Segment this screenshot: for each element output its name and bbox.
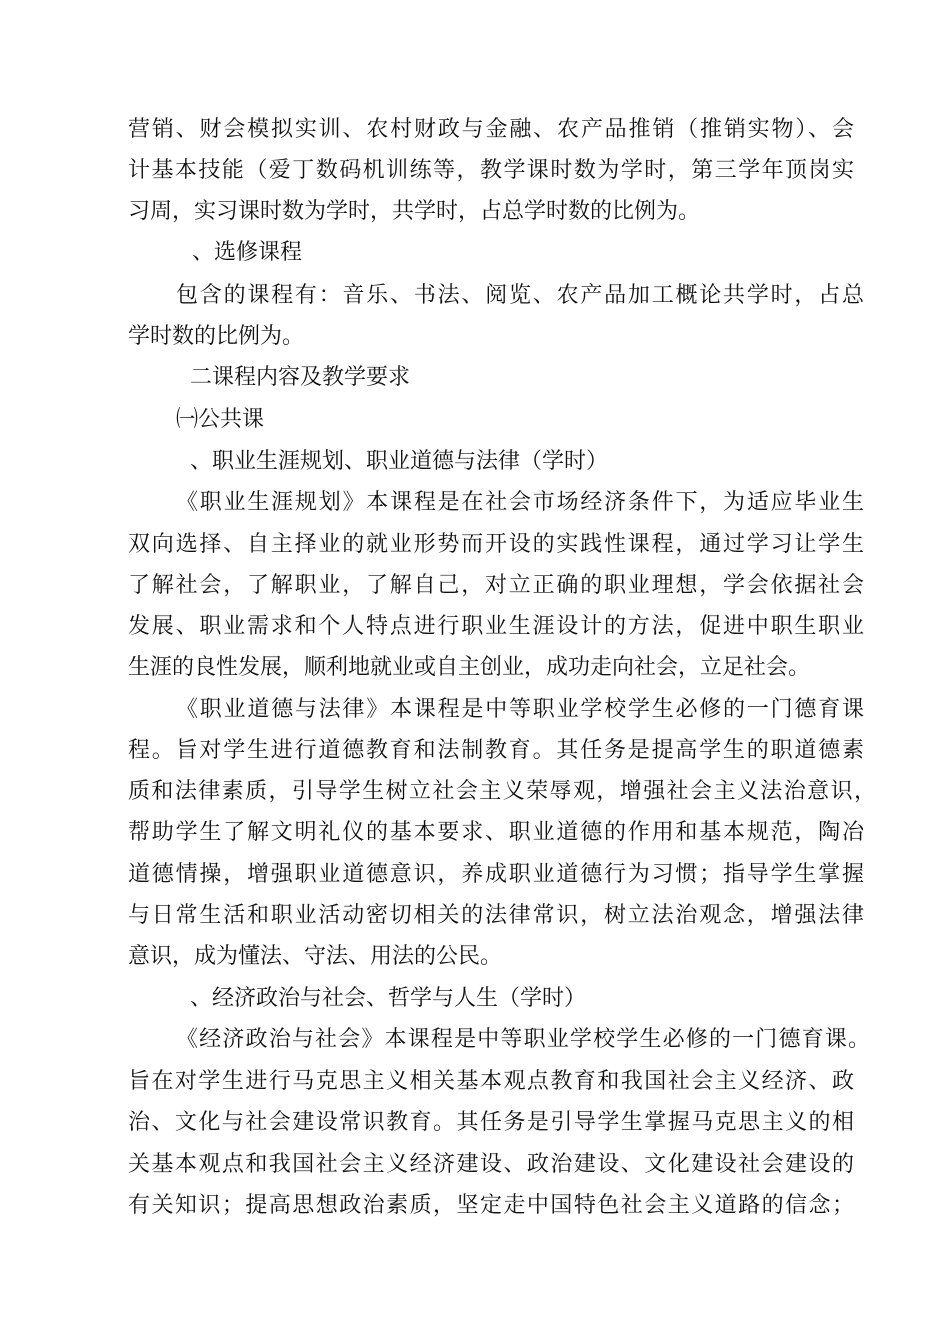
- text-line: 《经济政治与社会》本课程是中等职业学校学生必修的一门德育课。: [176, 1027, 870, 1052]
- text-line: 旨在对学生进行马克思主义相关基本观点教育和我国社会主义经济、政: [128, 1069, 854, 1094]
- text-line: 意识，成为懂法、守法、用法的公民。: [128, 944, 503, 969]
- text-line: 关基本观点和我国社会主义经济建设、政治建设、文化建设社会建设的: [128, 1152, 854, 1177]
- text-line: 发展、职业需求和个人特点进行职业生涯设计的方法，促进中职生职业: [128, 614, 864, 639]
- section-heading: 二课程内容及教学要求: [190, 365, 411, 390]
- text-line: 《职业道德与法律》本课程是中等职业学校学生必修的一门德育课: [176, 697, 864, 722]
- text-line: 计基本技能（爱丁数码机训练等，教学课时数为学时，第三学年顶岗实: [128, 158, 854, 183]
- section-heading: 、选修课程: [192, 240, 303, 265]
- text-line: 帮助学生了解文明礼仪的基本要求、职业道德的作用和基本规范，陶冶: [128, 820, 864, 845]
- text-line: 质和法律素质，引导学生树立社会主义荣辱观，增强社会主义法治意识，: [128, 779, 876, 804]
- text-line: 营销、财会模拟实训、农村财政与金融、农产品推销（推销实物）、会: [128, 117, 854, 142]
- text-line: 学时数的比例为。: [128, 324, 305, 349]
- text-line: 生涯的良性发展，顺利地就业或自主创业，成功走向社会，立足社会。: [128, 655, 811, 680]
- text-line: 程。旨对学生进行道德教育和法制教育。其任务是提高学生的职道德素: [128, 738, 864, 763]
- text-line: 与日常生活和职业活动密切相关的法律常识，树立法治观念，增强法律: [128, 903, 864, 928]
- text-line: 了解社会，了解职业，了解自己，对立正确的职业理想，学会依据社会: [128, 573, 864, 598]
- text-line: 习周，实习课时数为学时，共学时，占总学时数的比例为。: [128, 199, 701, 224]
- text-line: 道德情操，增强职业道德意识，养成职业道德行为习惯；指导学生掌握: [128, 862, 864, 887]
- text-line: 包含的课程有：音乐、书法、阅览、农产品加工概论共学时，占总: [176, 283, 864, 308]
- section-heading: 、职业生涯规划、职业道德与法律（学时）: [190, 449, 609, 474]
- text-line: 双向选择、自主择业的就业形势而开设的实践性课程，通过学习让学生: [128, 532, 864, 557]
- text-line: 治、文化与社会建设常识教育。其任务是引导学生掌握马克思主义的相: [128, 1110, 854, 1135]
- section-heading: ㈠公共课: [176, 407, 265, 432]
- text-line: 《职业生涯规划》本课程是在社会市场经济条件下，为适应毕业生: [176, 490, 864, 515]
- text-line: 有关知识；提高思想政治素质，坚定走中国特色社会主义道路的信念；: [128, 1193, 854, 1218]
- section-heading: 、经济政治与社会、哲学与人生（学时）: [190, 986, 587, 1011]
